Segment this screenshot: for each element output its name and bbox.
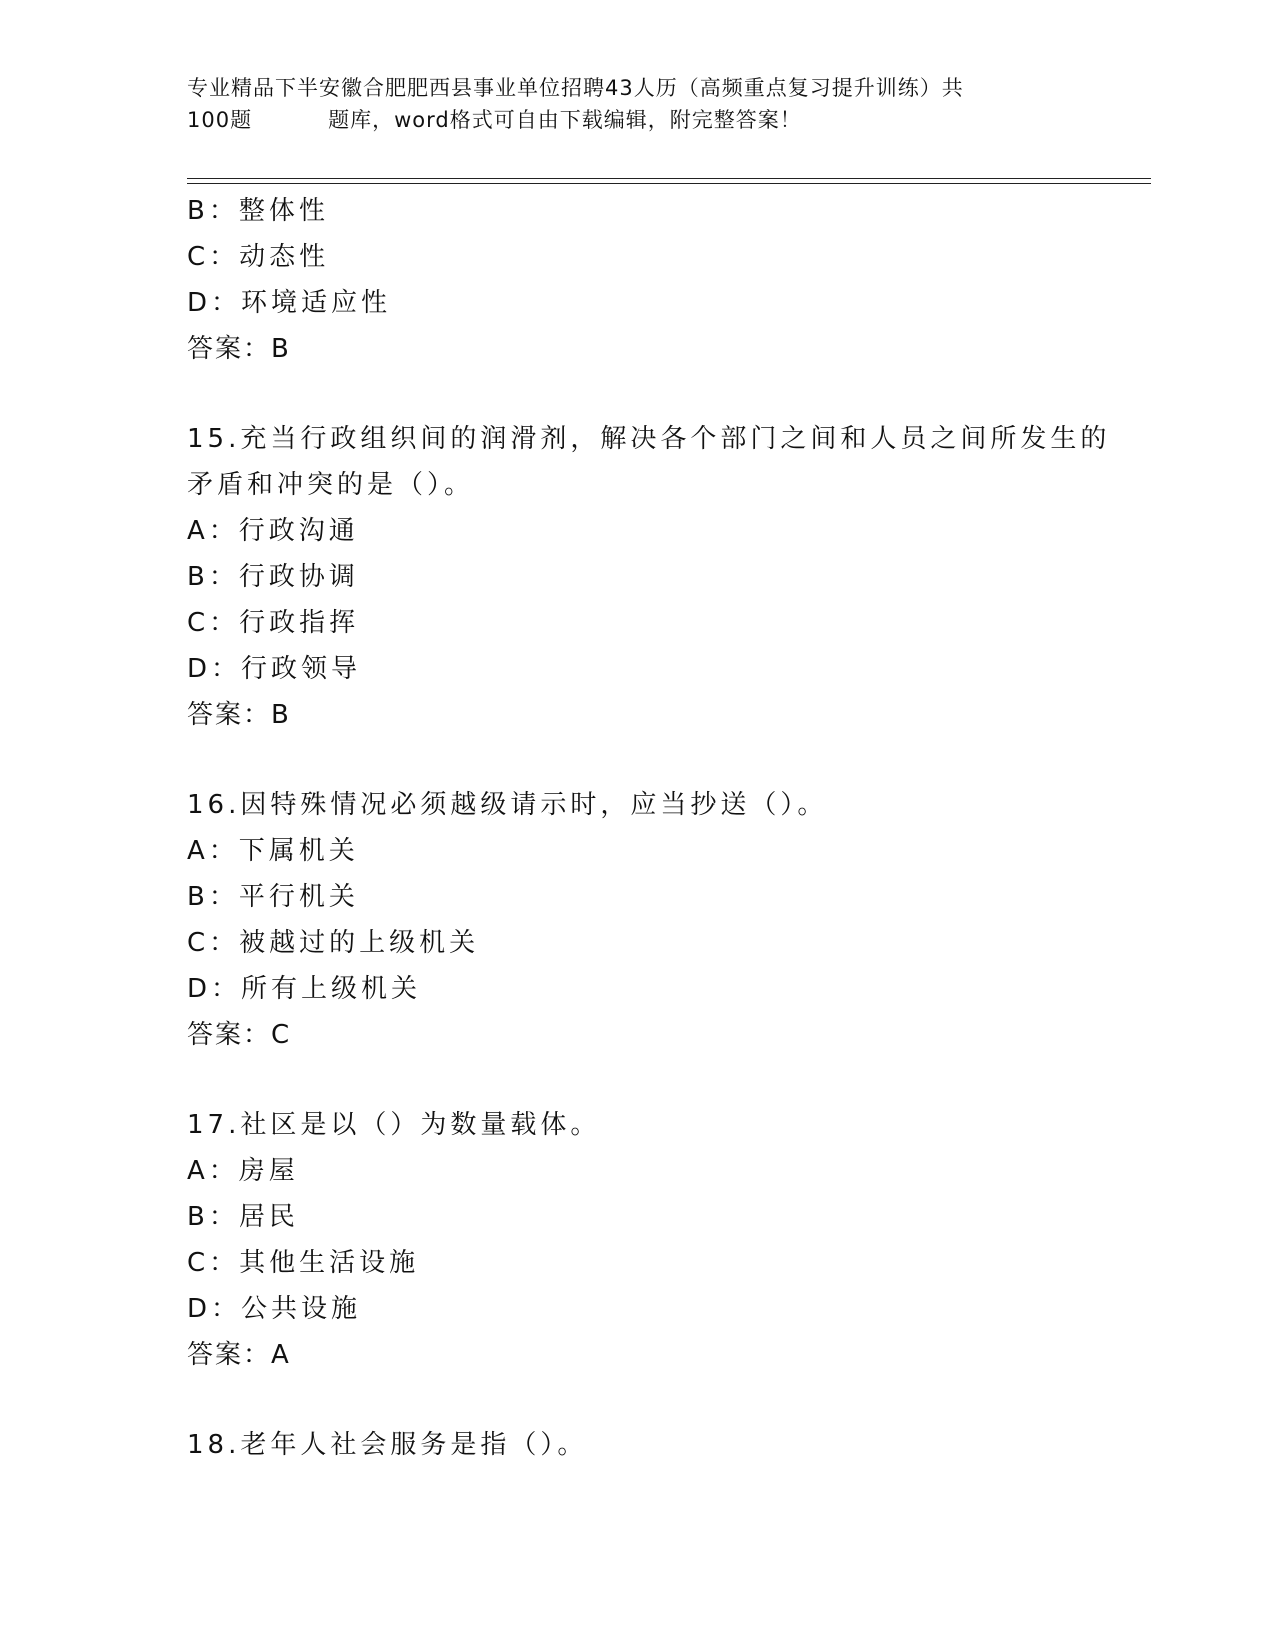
option-c: C：行政指挥: [187, 608, 360, 638]
option-d: D：行政领导: [187, 654, 362, 684]
option-a: A：下属机关: [187, 836, 359, 866]
option-d: D：环境适应性: [187, 288, 392, 318]
document-header: [187, 72, 1107, 136]
header-question-count: 100题: [187, 108, 253, 132]
question-15: [187, 416, 1111, 738]
header-divider-top: [187, 178, 1151, 179]
option-b: B：平行机关: [187, 882, 359, 912]
option-d: D：所有上级机关: [187, 974, 422, 1004]
option-b: B：整体性: [187, 196, 329, 226]
option-b: B：行政协调: [187, 562, 359, 592]
option-a: A：房屋: [187, 1156, 299, 1186]
question-stem: 15.充当行政组织间的润滑剂，解决各个部门之间和人员之间所发生的: [187, 424, 1111, 454]
question-14-continuation: [187, 188, 1087, 372]
question-stem-continued: 矛盾和冲突的是（）。: [187, 470, 475, 500]
question-stem: 16.因特殊情况必须越级请示时，应当抄送（）。: [187, 790, 828, 820]
option-a: A：行政沟通: [187, 516, 359, 546]
answer: 答案：B: [187, 700, 291, 730]
question-18: [187, 1422, 1087, 1468]
header-line-1: 专业精品下半安徽合肥肥西县事业单位招聘43人历（高频重点复习提升训练）共: [187, 76, 964, 100]
header-divider-bottom: [187, 183, 1151, 184]
option-c: C：被越过的上级机关: [187, 928, 480, 958]
option-b: B：居民: [187, 1202, 299, 1232]
header-line-2: [187, 104, 1107, 136]
question-16: [187, 782, 1087, 1058]
option-c: C：其他生活设施: [187, 1248, 420, 1278]
answer: 答案：A: [187, 1340, 291, 1370]
document-body: [187, 188, 1111, 1468]
answer: 答案：B: [187, 334, 291, 364]
question-stem: 17.社区是以（）为数量载体。: [187, 1110, 601, 1140]
answer: 答案：C: [187, 1020, 292, 1050]
option-c: C：动态性: [187, 242, 330, 272]
option-d: D：公共设施: [187, 1294, 362, 1324]
question-stem: 18.老年人社会服务是指（）。: [187, 1430, 588, 1460]
header-description: 题库，word格式可自由下载编辑，附完整答案！: [328, 108, 802, 132]
question-17: [187, 1102, 1087, 1378]
